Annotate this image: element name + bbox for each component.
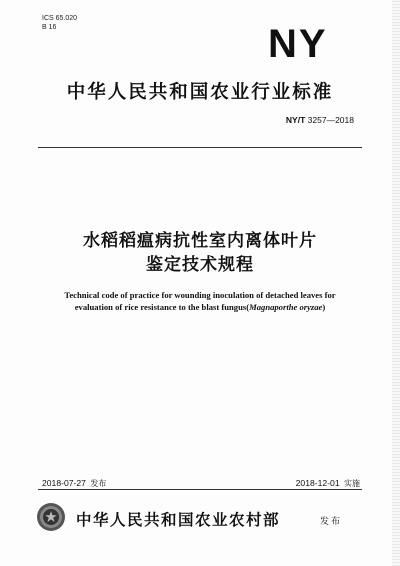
org-title: 中华人民共和国农业行业标准 xyxy=(66,82,334,103)
issue-date-value: 2018-07-27 xyxy=(42,478,86,488)
classification-codes xyxy=(42,14,77,32)
implementation-date xyxy=(296,478,360,489)
title-en-line-2 xyxy=(30,301,370,313)
title-en-close-paren: ) xyxy=(322,302,326,312)
title-en-line-1: Technical code of practice for wounding inoculation of detached leaves for xyxy=(64,290,336,300)
page-edge-strip xyxy=(392,0,400,566)
title-cn-line-1: 水稻稻瘟病抗性室内离体叶片 xyxy=(83,231,317,251)
species-name: Magnaporthe oryzae xyxy=(249,302,323,312)
title-cn-line-2: 鉴定技术规程 xyxy=(146,255,254,275)
standard-number xyxy=(286,115,354,125)
standard-code: 3257—2018 xyxy=(307,115,354,125)
title-en-line-2-text: evaluation of rice resistance to the blast fungus xyxy=(74,302,247,312)
top-divider xyxy=(38,147,362,148)
ccs-code: B 16 xyxy=(42,24,57,31)
national-emblem-icon xyxy=(36,502,66,532)
ny-logo: NY xyxy=(268,22,328,66)
issue-date xyxy=(42,478,106,489)
ministry-name: 中华人民共和国农业农村部 xyxy=(76,511,281,529)
standard-prefix: NY/T xyxy=(285,115,306,125)
issue-date-label: 发布 xyxy=(90,479,107,488)
implementation-date-value: 2018-12-01 xyxy=(295,478,340,488)
title-en-open-paren: ( xyxy=(246,302,250,312)
bottom-divider xyxy=(38,489,362,490)
publish-label: 发布 xyxy=(320,517,343,527)
implementation-date-label: 实施 xyxy=(344,479,360,488)
ics-code: ICS 65.020 xyxy=(42,15,78,22)
